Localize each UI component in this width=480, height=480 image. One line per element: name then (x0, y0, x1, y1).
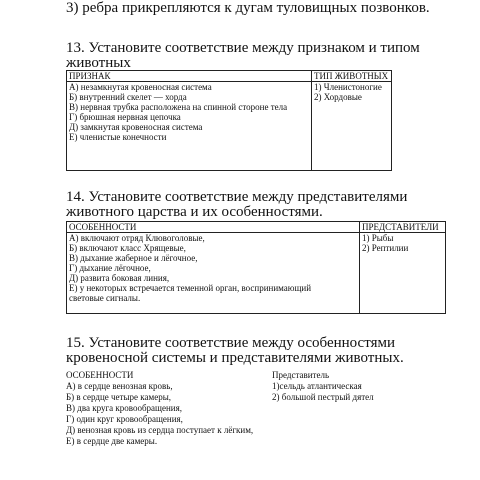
q13-feature-item: В) нервная трубка расположена на спинной стороне тела (69, 102, 288, 112)
q13-feature-item: Д) замкнутая кровеносная система (69, 122, 203, 132)
q14-feature-item: А) включают отряд Клювоголовые, (69, 233, 205, 243)
q15-feature-item: А) в сердце венозная кровь, (66, 381, 173, 391)
q15-representative-item: 2) большой пестрый дятел (272, 392, 374, 402)
question-14-title-line1: 14. Установите соответствие между представителями (66, 189, 408, 205)
question-13-table (66, 70, 392, 171)
q14-col2-cell (360, 233, 446, 314)
question-13-title-line1: 13. Установите соответствие между признаком и типом (66, 40, 420, 56)
q14-feature-item: В) дыхание жаберное и лёгочное, (69, 253, 198, 263)
q15-feature-item: Е) в сердце две камеры. (66, 436, 158, 446)
q13-col1-cell (67, 82, 312, 171)
q15-representative-item: 1)сельдь атлантическая (272, 381, 362, 391)
q13-col2-cell (312, 82, 392, 171)
question-15-title (66, 336, 466, 366)
q14-col2-header: ПРЕДСТАВИТЕЛИ (360, 222, 446, 233)
q13-type-item: 1) Членистоногие (314, 82, 382, 92)
question-15-title-line2: кровеносной системы и представителями животных. (66, 350, 404, 366)
q14-feature-item: Б) включают класс Хрящевые, (69, 243, 186, 253)
q14-col1-cell (67, 233, 360, 314)
question-14-table (66, 221, 446, 314)
q13-type-item: 2) Хордовые (314, 92, 362, 102)
q15-feature-item: В) два круга кровообращения, (66, 403, 182, 413)
q15-feature-item: Б) в сердце четыре камеры, (66, 392, 171, 402)
q13-col2-header: ТИП ЖИВОТНЫХ (312, 71, 392, 82)
q14-representative-item: 2) Рептилии (362, 243, 409, 253)
q14-col1-header: ОСОБЕННОСТИ (67, 222, 360, 233)
q15-col1-header: ОСОБЕННОСТИ (66, 370, 134, 380)
q13-feature-item: Б) внутренний скелет — хорда (69, 92, 187, 102)
question-13-title-line2: животных (66, 55, 131, 71)
q15-feature-item: Г) один круг кровообращения, (66, 414, 183, 424)
q14-feature-item: Г) дыхание лёгочное, (69, 263, 151, 273)
q13-feature-item: Е) членистые конечности (69, 132, 167, 142)
question-15-title-line1: 15. Установите соответствие между особенностями (66, 335, 395, 351)
q14-feature-item: световые сигналы. (69, 293, 141, 303)
q13-col1-header: ПРИЗНАК (67, 71, 312, 82)
q15-col2-header: Представитель (272, 370, 330, 380)
question-13-title (66, 41, 466, 71)
question-14-title (66, 190, 466, 220)
previous-question-tail: 3) ребра прикрепляются к дугам туловищных позвонков. (66, 0, 430, 16)
q14-feature-item: Е) у некоторых встречается теменной орган, воспринимающий (69, 283, 312, 293)
q15-features-column (66, 370, 286, 447)
q14-representative-item: 1) Рыбы (362, 233, 394, 243)
q15-feature-item: Д) венозная кровь из сердца поступает к лёгким, (66, 425, 254, 435)
question-14-title-line2: животного царства и их особенностями. (66, 204, 323, 220)
q15-representatives-column (272, 370, 452, 403)
q13-feature-item: Г) брюшная нервная цепочка (69, 112, 181, 122)
q14-feature-item: Д) развита боковая линия, (69, 273, 170, 283)
q13-feature-item: А) незамкнутая кровеносная система (69, 82, 212, 92)
